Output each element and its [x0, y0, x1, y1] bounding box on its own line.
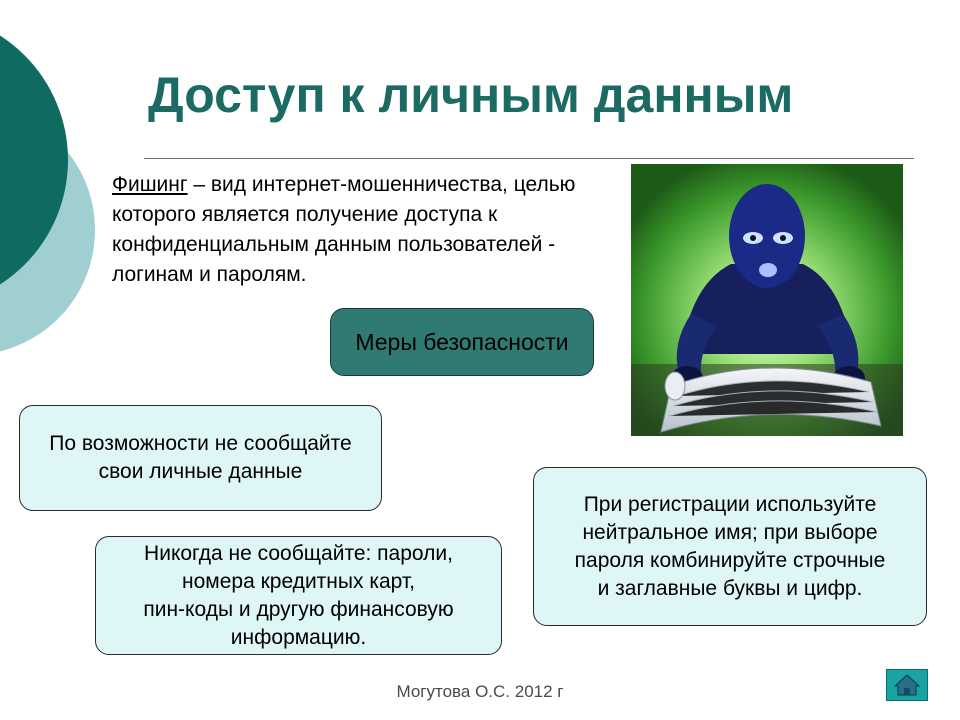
tip-line: Никогда не сообщайте: пароли, — [144, 541, 453, 565]
tip-line: свои личные данные — [98, 460, 303, 483]
tip-line: нейтральное имя; при выборе — [582, 520, 878, 544]
tip-line: пин-коды и другую финансовую — [143, 597, 454, 621]
tip-line: информацию. — [230, 625, 367, 649]
security-measures-box: Меры безопасности — [330, 308, 594, 376]
home-icon — [887, 670, 927, 700]
tip-box-registration — [533, 467, 927, 626]
tip-line: При регистрации используйте — [583, 492, 877, 516]
tip-box-personal-data — [19, 405, 382, 511]
phishing-definition — [112, 170, 592, 290]
home-button[interactable] — [886, 669, 928, 701]
phishing-definition-text: – вид интернет-мошенничества, целью которого является получение доступа к конфиденциальным данным пользователей - логинам и паролям. — [112, 173, 576, 286]
hacker-at-keyboard-image — [631, 164, 903, 436]
tip-box-financial-info — [95, 536, 502, 655]
slide-title: Доступ к личным данным — [148, 67, 794, 123]
title-divider — [144, 158, 914, 159]
tip-line: По возможности не сообщайте — [49, 432, 352, 455]
footer-author: Могутова О.С. 2012 г — [396, 682, 564, 701]
tip-line: номера кредитных карт, — [182, 569, 415, 593]
tip-line: пароля комбинируйте строчные — [574, 548, 886, 572]
phishing-term: Фишинг — [112, 173, 188, 196]
tip-line: и заглавные буквы и цифр. — [597, 576, 863, 600]
